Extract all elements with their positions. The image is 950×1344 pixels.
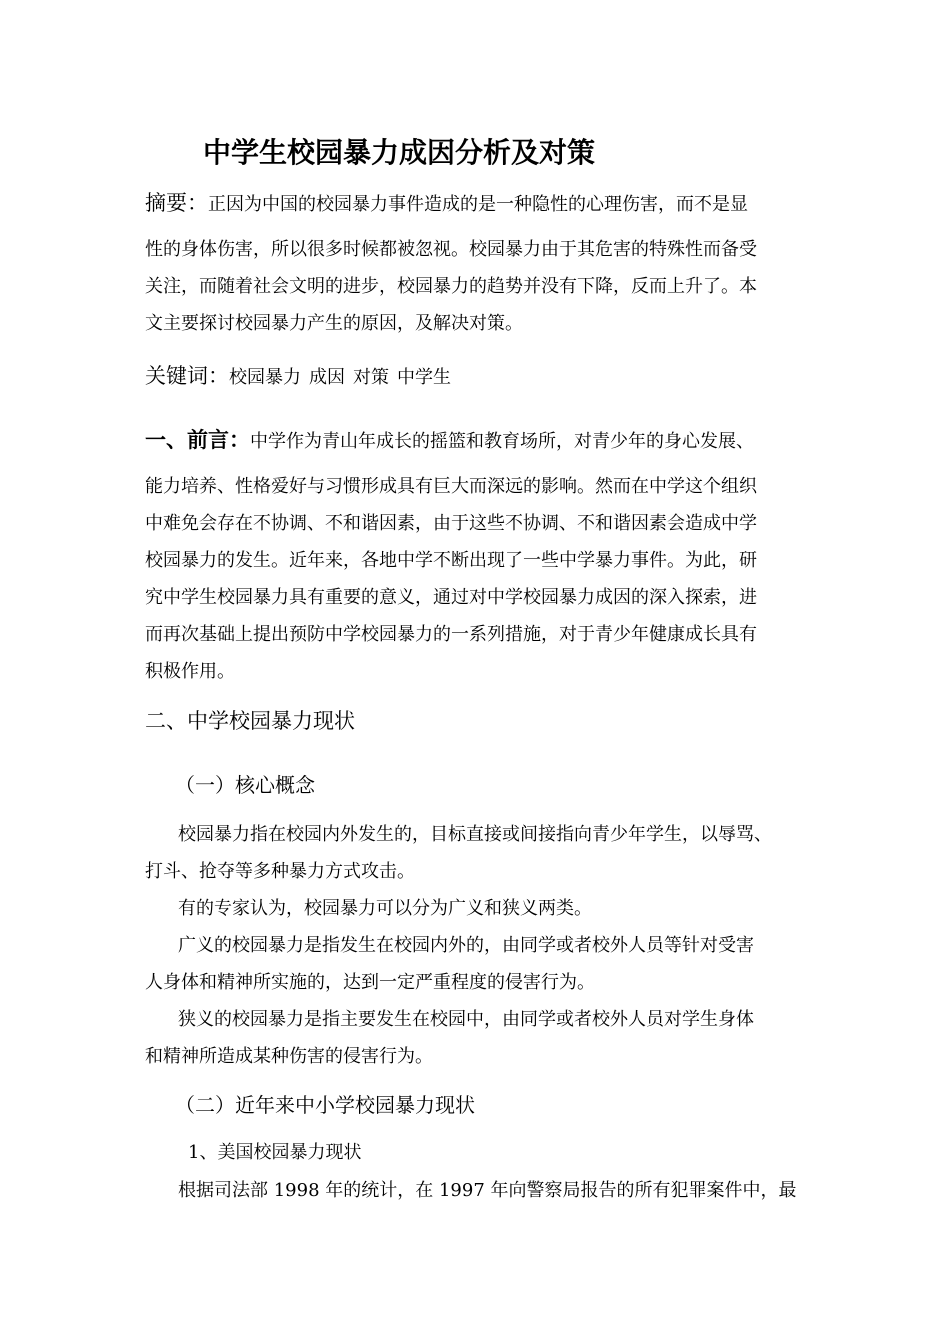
section-2-1-heading: （一）核心概念 [175,773,315,797]
keyword-3: 对策 [353,367,389,388]
abstract-label: 摘要： [145,191,208,215]
us-status-item: 1、美国校园暴力现状 [188,1142,362,1163]
abstract-line-2: 性的身体伤害，所以很多时候都被忽视。校园暴力由于其危害的特殊性而备受 [145,239,757,260]
preface-line-3: 中难免会存在不协调、不和谐因素，由于这些不协调、不和谐因素会造成中学 [145,513,757,534]
preface-line-1 [145,424,825,458]
preface-line-5: 究中学生校园暴力具有重要的意义，通过对中学校园暴力成因的深入探索，进 [145,587,757,608]
abstract-line-1 [145,187,825,221]
document-title: 中学生校园暴力成因分析及对策 [203,136,596,169]
section-2-heading: 二、中学校园暴力现状 [145,709,355,733]
us-status-line-1: 根据司法部 1998 年的统计，在 1997 年向警察局报告的所有犯罪案件中，最 [178,1180,797,1201]
keyword-2: 成因 [309,367,345,388]
concept-line-1: 校园暴力指在校园内外发生的，目标直接或间接指向青少年学生，以辱骂、 [178,824,772,845]
preface-line-7: 积极作用。 [145,661,235,682]
section-2-2-heading: （二）近年来中小学校园暴力现状 [175,1093,475,1117]
concept-line-2: 打斗、抢夺等多种暴力方式攻击。 [145,861,415,882]
preface-line-6: 而再次基础上提出预防中学校园暴力的一系列措施，对于青少年健康成长具有 [145,624,757,645]
preface-line-2: 能力培养、性格爱好与习惯形成具有巨大而深远的影响。然而在中学这个组织 [145,476,757,497]
concept-line-6: 狭义的校园暴力是指主要发生在校园中，由同学或者校外人员对学生身体 [178,1009,754,1030]
keywords-line [145,360,825,394]
abstract-line-3: 关注，而随着社会文明的进步，校园暴力的趋势并没有下降，反而上升了。本 [145,276,757,297]
concept-line-3: 有的专家认为，校园暴力可以分为广义和狭义两类。 [178,898,592,919]
keyword-1: 校园暴力 [229,367,301,388]
keyword-4: 中学生 [397,367,451,388]
preface-line-4: 校园暴力的发生。近年来，各地中学不断出现了一些中学暴力事件。为此，研 [145,550,757,571]
preface-text: 中学作为青山年成长的摇篮和教育场所，对青少年的身心发展、 [250,431,754,452]
concept-line-7: 和精神所造成某种伤害的侵害行为。 [145,1046,433,1067]
abstract-line-4: 文主要探讨校园暴力产生的原因，及解决对策。 [145,313,523,334]
preface-label: 一、前言： [145,428,250,452]
abstract-text: 正因为中国的校园暴力事件造成的是一种隐性的心理伤害，而不是显 [208,194,748,215]
concept-line-4: 广义的校园暴力是指发生在校园内外的，由同学或者校外人员等针对受害 [178,935,754,956]
keywords-label: 关键词： [145,364,229,388]
concept-line-5: 人身体和精神所实施的，达到一定严重程度的侵害行为。 [145,972,595,993]
